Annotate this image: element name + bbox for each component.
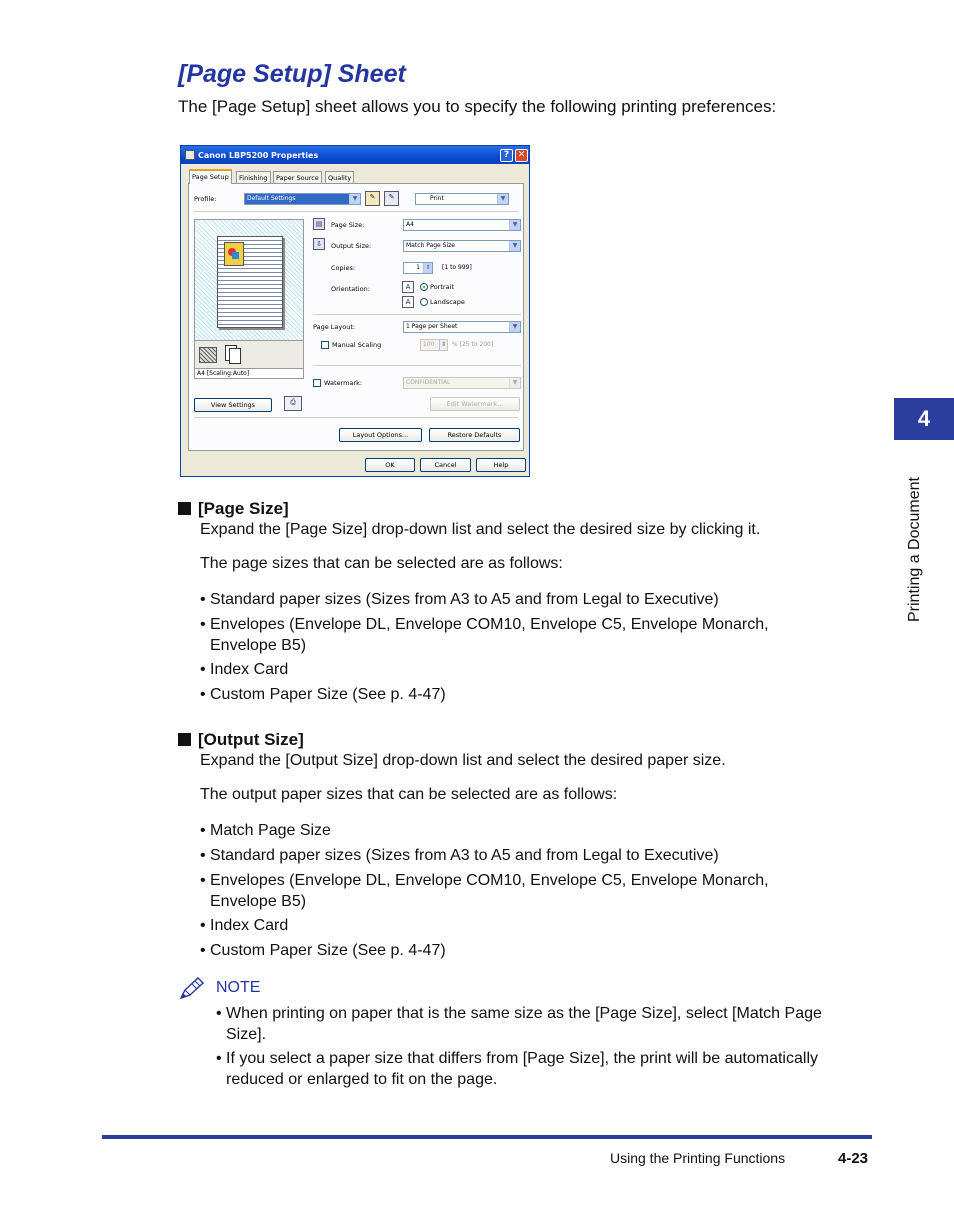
section-title: [Page Setup] Sheet xyxy=(178,60,406,88)
restore-defaults-button[interactable]: Restore Defaults xyxy=(429,428,520,442)
footer-rule xyxy=(102,1135,872,1139)
scaling-input[interactable] xyxy=(420,339,448,351)
list-item xyxy=(200,845,820,866)
pencil-icon xyxy=(178,976,206,1002)
square-bullet-icon xyxy=(178,502,191,515)
spinner-icon[interactable]: ⇕ xyxy=(423,263,432,273)
paper-stack-icon xyxy=(199,347,217,363)
landscape-icon: A xyxy=(402,296,414,308)
list-item xyxy=(200,614,820,656)
intro-text: The [Page Setup] sheet allows you to specify the following printing preferences: xyxy=(178,97,777,116)
chevron-down-icon: ▼ xyxy=(509,220,520,230)
page-preview xyxy=(194,219,304,379)
ok-button[interactable]: OK xyxy=(365,458,415,472)
chapter-title xyxy=(904,452,930,622)
output-method-select[interactable] xyxy=(415,193,509,205)
page-setup-panel xyxy=(188,183,524,451)
printer-icon xyxy=(185,150,195,160)
orientation-label: Orientation: xyxy=(331,285,370,293)
footer-label: Using the Printing Functions xyxy=(610,1150,786,1166)
bullet: • xyxy=(216,1050,222,1067)
bullet: • xyxy=(200,661,206,678)
list-item xyxy=(200,659,820,680)
list-item xyxy=(200,684,820,705)
page-layout-value: 1 Page per Sheet xyxy=(406,323,458,330)
page-size-select[interactable] xyxy=(403,219,521,231)
output-method-value: Print xyxy=(430,195,444,202)
printer-settings-icon[interactable]: ⎙ xyxy=(284,396,302,411)
chevron-down-icon: ▼ xyxy=(509,322,520,332)
page-size-icon: ▤ xyxy=(313,218,325,230)
output-size-heading-text: [Output Size] xyxy=(198,730,304,749)
note-item-text: When printing on paper that is the same size as the [Page Size], select [Match Page Size]. xyxy=(226,1005,822,1043)
profile-value: Default Settings xyxy=(247,195,296,202)
list-item xyxy=(200,915,820,936)
chevron-down-icon: ▼ xyxy=(349,194,360,204)
tab-quality[interactable]: Quality xyxy=(325,171,354,183)
watermark-label: Watermark: xyxy=(324,379,363,387)
tab-page-setup[interactable]: Page Setup xyxy=(189,169,232,184)
page-layout-label: Page Layout: xyxy=(313,323,356,331)
page-size-paragraph: Expand the [Page Size] drop-down list and select the desired size by clicking it. xyxy=(200,521,761,538)
chevron-down-icon: ▼ xyxy=(509,378,520,388)
preview-shape-blue xyxy=(232,252,239,259)
bullet: • xyxy=(200,591,206,608)
close-button[interactable]: ✕ xyxy=(515,149,528,162)
list-item-text: Standard paper sizes (Sizes from A3 to A5 and from Legal to Executive) xyxy=(210,591,719,608)
output-size-label: Output Size: xyxy=(331,242,372,250)
scaling-range: % [25 to 200] xyxy=(452,341,494,348)
list-item xyxy=(200,940,820,961)
portrait-radio[interactable] xyxy=(420,283,428,291)
dialog-title: Canon LBP5200 Properties xyxy=(198,151,319,160)
list-item-text: Envelopes (Envelope DL, Envelope COM10, Envelope C5, Envelope Monarch, Envelope B5) xyxy=(210,872,769,910)
bullet: • xyxy=(200,686,206,703)
landscape-radio[interactable] xyxy=(420,298,428,306)
square-bullet-icon xyxy=(178,733,191,746)
note-title: NOTE xyxy=(216,979,261,996)
copies-value: 1 xyxy=(416,264,420,271)
bullet: • xyxy=(200,616,206,633)
tab-paper-source[interactable]: Paper Source xyxy=(273,171,322,183)
page-size-heading xyxy=(178,499,289,519)
bullet: • xyxy=(200,872,206,889)
bullet: • xyxy=(216,1005,222,1022)
watermark-select[interactable] xyxy=(403,377,521,389)
bullet: • xyxy=(200,917,206,934)
sheet-icon xyxy=(229,348,241,364)
list-item-text: Envelopes (Envelope DL, Envelope COM10, Envelope C5, Envelope Monarch, Envelope B5) xyxy=(210,616,769,654)
list-item-text: Index Card xyxy=(210,917,289,934)
divider xyxy=(313,365,521,366)
profile-label: Profile: xyxy=(194,195,217,203)
divider xyxy=(194,417,518,418)
tab-finishing[interactable]: Finishing xyxy=(236,171,271,183)
list-item-text: Match Page Size xyxy=(210,822,331,839)
copies-label: Copies: xyxy=(331,264,356,272)
output-size-paragraph: Expand the [Output Size] drop-down list and select the desired paper size. xyxy=(200,752,726,769)
copies-range: [1 to 999] xyxy=(442,264,472,271)
watermark-checkbox[interactable] xyxy=(313,379,321,387)
add-profile-icon[interactable]: ✎ xyxy=(365,191,380,206)
list-item-text: Index Card xyxy=(210,661,289,678)
edit-profile-icon[interactable]: ✎ xyxy=(384,191,399,206)
scaling-value: 100 xyxy=(423,341,435,348)
help-title-button[interactable]: ? xyxy=(500,149,513,162)
chapter-tab: 4 xyxy=(894,398,954,440)
output-size-paragraph: The output paper sizes that can be selected are as follows: xyxy=(200,786,618,803)
list-item xyxy=(200,820,820,841)
portrait-label: Portrait xyxy=(430,283,454,291)
note-item xyxy=(216,1003,846,1045)
chevron-down-icon: ▼ xyxy=(497,194,508,204)
profile-select[interactable] xyxy=(244,193,361,205)
page-number: 4-23 xyxy=(838,1150,869,1167)
copies-input[interactable] xyxy=(403,262,433,274)
preview-caption: A4 [Scaling:Auto] xyxy=(195,368,303,378)
divider xyxy=(313,314,521,315)
list-item xyxy=(200,870,820,912)
output-size-select[interactable] xyxy=(403,240,521,252)
list-item-text: Standard paper sizes (Sizes from A3 to A5 and from Legal to Executive) xyxy=(210,847,719,864)
output-size-value: Match Page Size xyxy=(406,242,455,249)
page-size-label: Page Size: xyxy=(331,221,365,229)
divider xyxy=(194,211,518,212)
cancel-button[interactable]: Cancel xyxy=(420,458,471,472)
manual-scaling-checkbox[interactable] xyxy=(321,341,329,349)
portrait-icon: A xyxy=(402,281,414,293)
edit-watermark-button[interactable]: Edit Watermark... xyxy=(430,397,520,411)
bullet: • xyxy=(200,942,206,959)
output-size-icon: ⇩ xyxy=(313,238,325,250)
page-layout-select[interactable] xyxy=(403,321,521,333)
view-settings-button[interactable]: View Settings xyxy=(194,398,272,412)
dialog-titlebar xyxy=(181,146,529,164)
output-size-heading xyxy=(178,730,304,750)
preview-icons-area xyxy=(195,340,303,369)
landscape-label: Landscape xyxy=(430,298,465,306)
bullet: • xyxy=(200,847,206,864)
manual-scaling-label: Manual Scaling xyxy=(332,341,382,349)
page-size-paragraph: The page sizes that can be selected are as follows: xyxy=(200,555,563,572)
list-item-text: Custom Paper Size (See p. 4-47) xyxy=(210,942,446,959)
chapter-title-text: Printing a Document xyxy=(906,477,923,622)
note-item-text: If you select a paper size that differs from [Page Size], the print will be automatically reduced or enlarged to fit on the page. xyxy=(226,1050,818,1088)
list-item xyxy=(200,589,820,610)
chevron-down-icon: ▼ xyxy=(509,241,520,251)
spinner-icon[interactable]: ⇕ xyxy=(440,341,447,348)
page-size-value: A4 xyxy=(406,221,414,228)
properties-dialog xyxy=(180,145,530,477)
page-size-heading-text: [Page Size] xyxy=(198,499,289,518)
layout-options-button[interactable]: Layout Options... xyxy=(339,428,422,442)
note-item xyxy=(216,1048,846,1090)
bullet: • xyxy=(200,822,206,839)
watermark-value: CONFIDENTIAL xyxy=(406,379,451,386)
help-button[interactable]: Help xyxy=(476,458,526,472)
list-item-text: Custom Paper Size (See p. 4-47) xyxy=(210,686,446,703)
